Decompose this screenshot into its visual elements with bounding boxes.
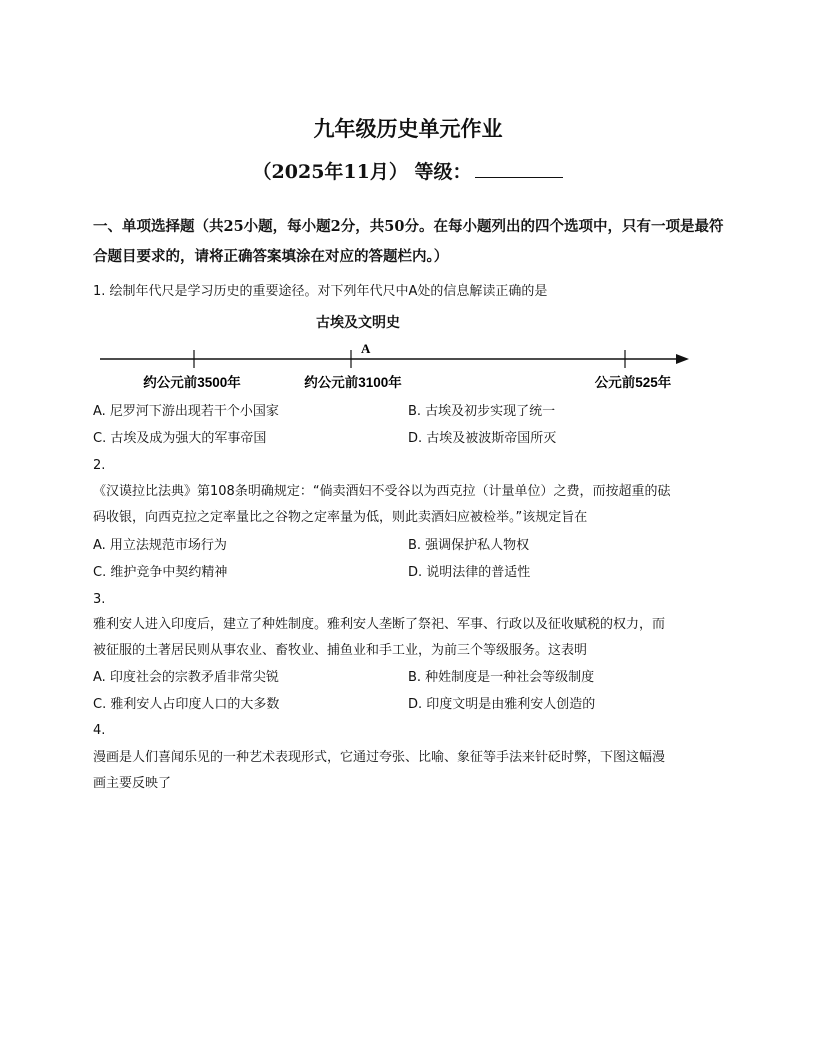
page-subtitle <box>0 157 816 184</box>
q1-option-a[interactable]: A. 尼罗河下游出现若干个小国家 <box>93 404 279 419</box>
q1-option-c[interactable]: C. 古埃及成为强大的军事帝国 <box>93 431 267 446</box>
q3-stem-line-1: 雅利安人进入印度后，建立了种姓制度。雅利安人垄断了祭祀、军事、行政以及征收赋税的权力，而 <box>93 617 666 632</box>
timeline <box>95 340 705 396</box>
grade-blank[interactable] <box>475 159 563 178</box>
q2-option-c[interactable]: C. 维护竞争中契约精神 <box>93 565 228 580</box>
q2-option-d[interactable]: D. 说明法律的普适性 <box>408 565 531 580</box>
q3-stem-line-2: 被征服的土著居民则从事农业、畜牧业、捕鱼业和手工业，为前三个等级服务。这表明 <box>93 643 588 658</box>
q4-number: 4. <box>93 723 106 738</box>
date-grade-label: （2025年11月） 等级： <box>252 161 472 183</box>
q2-option-a[interactable]: A. 用立法规范市场行为 <box>93 538 227 553</box>
timeline-title: 古埃及文明史 <box>316 314 400 330</box>
q2-number: 2. <box>93 458 106 473</box>
q4-stem <box>93 745 728 797</box>
q3-stem <box>93 612 728 664</box>
timeline-label-1: 约公元前3500年 <box>143 375 241 390</box>
q4-stem-line-2: 画主要反映了 <box>93 776 172 791</box>
q3-option-c[interactable]: C. 雅利安人占印度人口的大多数 <box>93 697 280 712</box>
q1-stem: 1. 绘制年代尺是学习历史的重要途径。对下列年代尺中A处的信息解读正确的是 <box>93 284 548 299</box>
section-heading: 一、单项选择题（共25小题，每小题2分，共50分。在每小题列出的四个选项中，只有一项是最符合题目要求的，请将正确答案填涂在对应的答题栏内。） <box>93 218 724 265</box>
q1-option-b[interactable]: B. 古埃及初步实现了统一 <box>408 404 556 419</box>
timeline-label-3: 公元前525年 <box>594 375 672 390</box>
q2-option-b[interactable]: B. 强调保护私人物权 <box>408 538 530 553</box>
q2-stem-line-1: 《汉谟拉比法典》第108条明确规定：“倘卖酒妇不受谷以为西克拉（计量单位）之费，而按超重的砝 <box>93 484 671 499</box>
q4-stem-line-1: 漫画是人们喜闻乐见的一种艺术表现形式，它通过夸张、比喻、象征等手法来针砭时弊，下图这幅漫 <box>93 750 666 765</box>
q3-option-d[interactable]: D. 印度文明是由雅利安人创造的 <box>408 697 596 712</box>
timeline-marker-a: A <box>361 341 371 356</box>
q3-number: 3. <box>93 592 106 607</box>
q3-option-a[interactable]: A. 印度社会的宗教矛盾非常尖锐 <box>93 670 279 685</box>
timeline-label-2: 约公元前3100年 <box>304 375 402 390</box>
q2-stem-line-2: 码收银，向西克拉之定率量比之谷物之定率量为低，则此卖酒妇应被检举。”该规定旨在 <box>93 510 588 525</box>
q1-option-d[interactable]: D. 古埃及被波斯帝国所灭 <box>408 431 557 446</box>
q3-option-b[interactable]: B. 种姓制度是一种社会等级制度 <box>408 670 595 685</box>
q2-stem <box>93 479 728 531</box>
timeline-arrow-icon <box>676 354 689 364</box>
page-title: 九年级历史单元作业 <box>313 116 503 141</box>
